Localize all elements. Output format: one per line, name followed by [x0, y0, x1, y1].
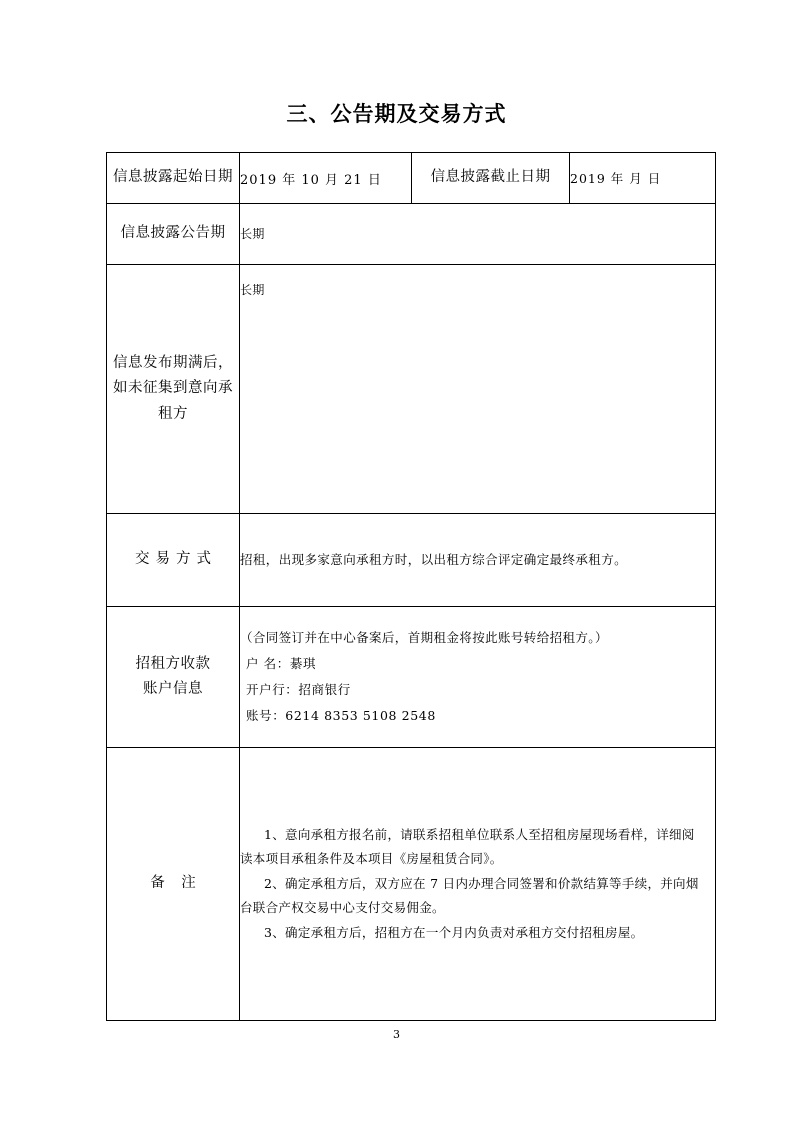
- label-transaction-method: 交易方式: [107, 514, 240, 607]
- value-remarks: [240, 748, 716, 1021]
- value-transaction-method: 招租，出现多家意向承租方时，以出租方综合评定确定最终承租方。: [240, 514, 716, 607]
- account-holder: 户 名：綦琪: [246, 655, 317, 671]
- table-row: [107, 607, 716, 748]
- remark-paragraph: 3、确定承租方后，招租方在一个月内负责对承租方交付招租房屋。: [264, 924, 644, 940]
- label-line: 账户信息: [143, 681, 203, 697]
- value-payee-account-info: [240, 607, 716, 748]
- label-remarks: 备 注: [107, 748, 240, 1021]
- label-after-publication-expires: [107, 265, 240, 514]
- table-row: [107, 514, 716, 607]
- account-note: （合同签订并在中心备案后，首期租金将按此账号转给招租方。）: [240, 629, 608, 645]
- value-disclosure-end-date: 2019 年 月 日: [570, 153, 716, 204]
- value-after-publication-expires: 长期: [240, 265, 716, 514]
- remark-paragraph: 2、确定承租方后，双方应在 7 日内办理合同签署和价款结算等手续，并向烟台联合产权交易中心支付交易佣金。: [240, 875, 699, 916]
- label-payee-account-info: [107, 607, 240, 748]
- label-disclosure-start-date: 信息披露起始日期: [107, 153, 240, 204]
- account-bank: 开户行：招商银行: [246, 682, 351, 697]
- page-title: 三、公告期及交易方式: [286, 101, 507, 126]
- label-line: 招租方收款: [135, 655, 211, 672]
- page-number: 3: [393, 1028, 400, 1041]
- label-line: 租方: [158, 405, 188, 422]
- table-row: [107, 204, 716, 265]
- label-line: 如未征集到意向承: [113, 380, 233, 397]
- table-row: [107, 153, 716, 204]
- remark-paragraph: 1、意向承租方报名前，请联系招租单位联系人至招租房屋现场看样，详细阅读本项目承租条件及本项目《房屋租赁合同》。: [240, 827, 695, 867]
- label-disclosure-end-date: 信息披露截止日期: [412, 153, 570, 204]
- table-row: [107, 748, 716, 1021]
- value-disclosure-start-date: 2019 年 10 月 21 日: [240, 153, 412, 204]
- table-row: [107, 265, 716, 514]
- account-number: 账号：6214 8353 5108 2548: [246, 708, 436, 724]
- disclosure-table: [106, 152, 716, 1021]
- value-disclosure-period: 长期: [240, 204, 716, 265]
- label-line: 信息发布期满后，: [113, 354, 233, 371]
- label-disclosure-period: 信息披露公告期: [107, 204, 240, 265]
